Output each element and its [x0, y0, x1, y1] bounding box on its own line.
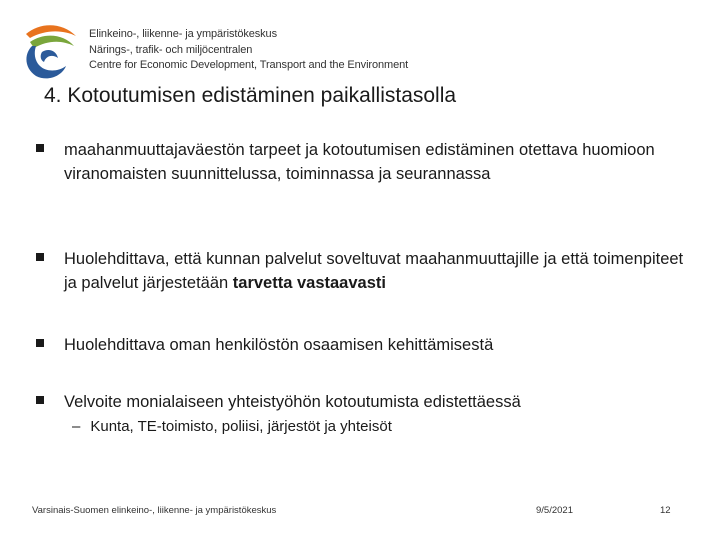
slide-title: 4. Kotoutumisen edistäminen paikallistasolla — [44, 84, 457, 107]
org-name-english: Centre for Economic Development, Transport and the Environment — [89, 59, 409, 71]
organization-names — [89, 27, 408, 74]
square-bullet-icon — [36, 144, 44, 152]
org-name-finnish: Elinkeino-, liikenne- ja ympäristökeskus — [89, 28, 277, 40]
footer-date: 9/5/2021 — [536, 505, 573, 516]
footer-page-number: 12 — [660, 505, 671, 516]
bullet-item — [36, 247, 686, 295]
square-bullet-icon — [36, 339, 44, 347]
footer-organization: Varsinais-Suomen elinkeino-, liikenne- ja ympäristökeskus — [32, 505, 277, 516]
bullet-text-regular: Huolehdittava, että kunnan palvelut soveltuvat maahanmuuttajille ja että toimenpiteet ja palvelut järjestetään — [64, 250, 684, 292]
bullet-item — [36, 333, 686, 357]
ely-logo — [22, 22, 78, 80]
bullet-text-bold: tarvetta vastaavasti — [232, 274, 386, 292]
org-name-swedish: Närings-, trafik- och miljöcentralen — [89, 43, 253, 56]
bullet-item — [36, 390, 686, 414]
bullet-text — [64, 247, 686, 295]
bullet-text: maahanmuuttajaväestön tarpeet ja kotoutumisen edistäminen otettava huomioon viranomaisten suunnittelussa, toiminnassa ja seurannassa — [64, 141, 655, 183]
square-bullet-icon — [36, 396, 44, 404]
dash-marker: – — [72, 418, 81, 435]
square-bullet-icon — [36, 253, 44, 261]
sub-bullet — [72, 418, 392, 435]
sub-bullet-text: Kunta, TE-toimisto, poliisi, järjestöt ja yhteisöt — [90, 418, 392, 435]
bullet-item — [36, 138, 686, 186]
bullet-text: Huolehdittava oman henkilöstön osaamisen kehittämisestä — [64, 336, 494, 354]
bullet-text: Velvoite monialaiseen yhteistyöhön kotoutumista edistettäessä — [64, 393, 521, 411]
